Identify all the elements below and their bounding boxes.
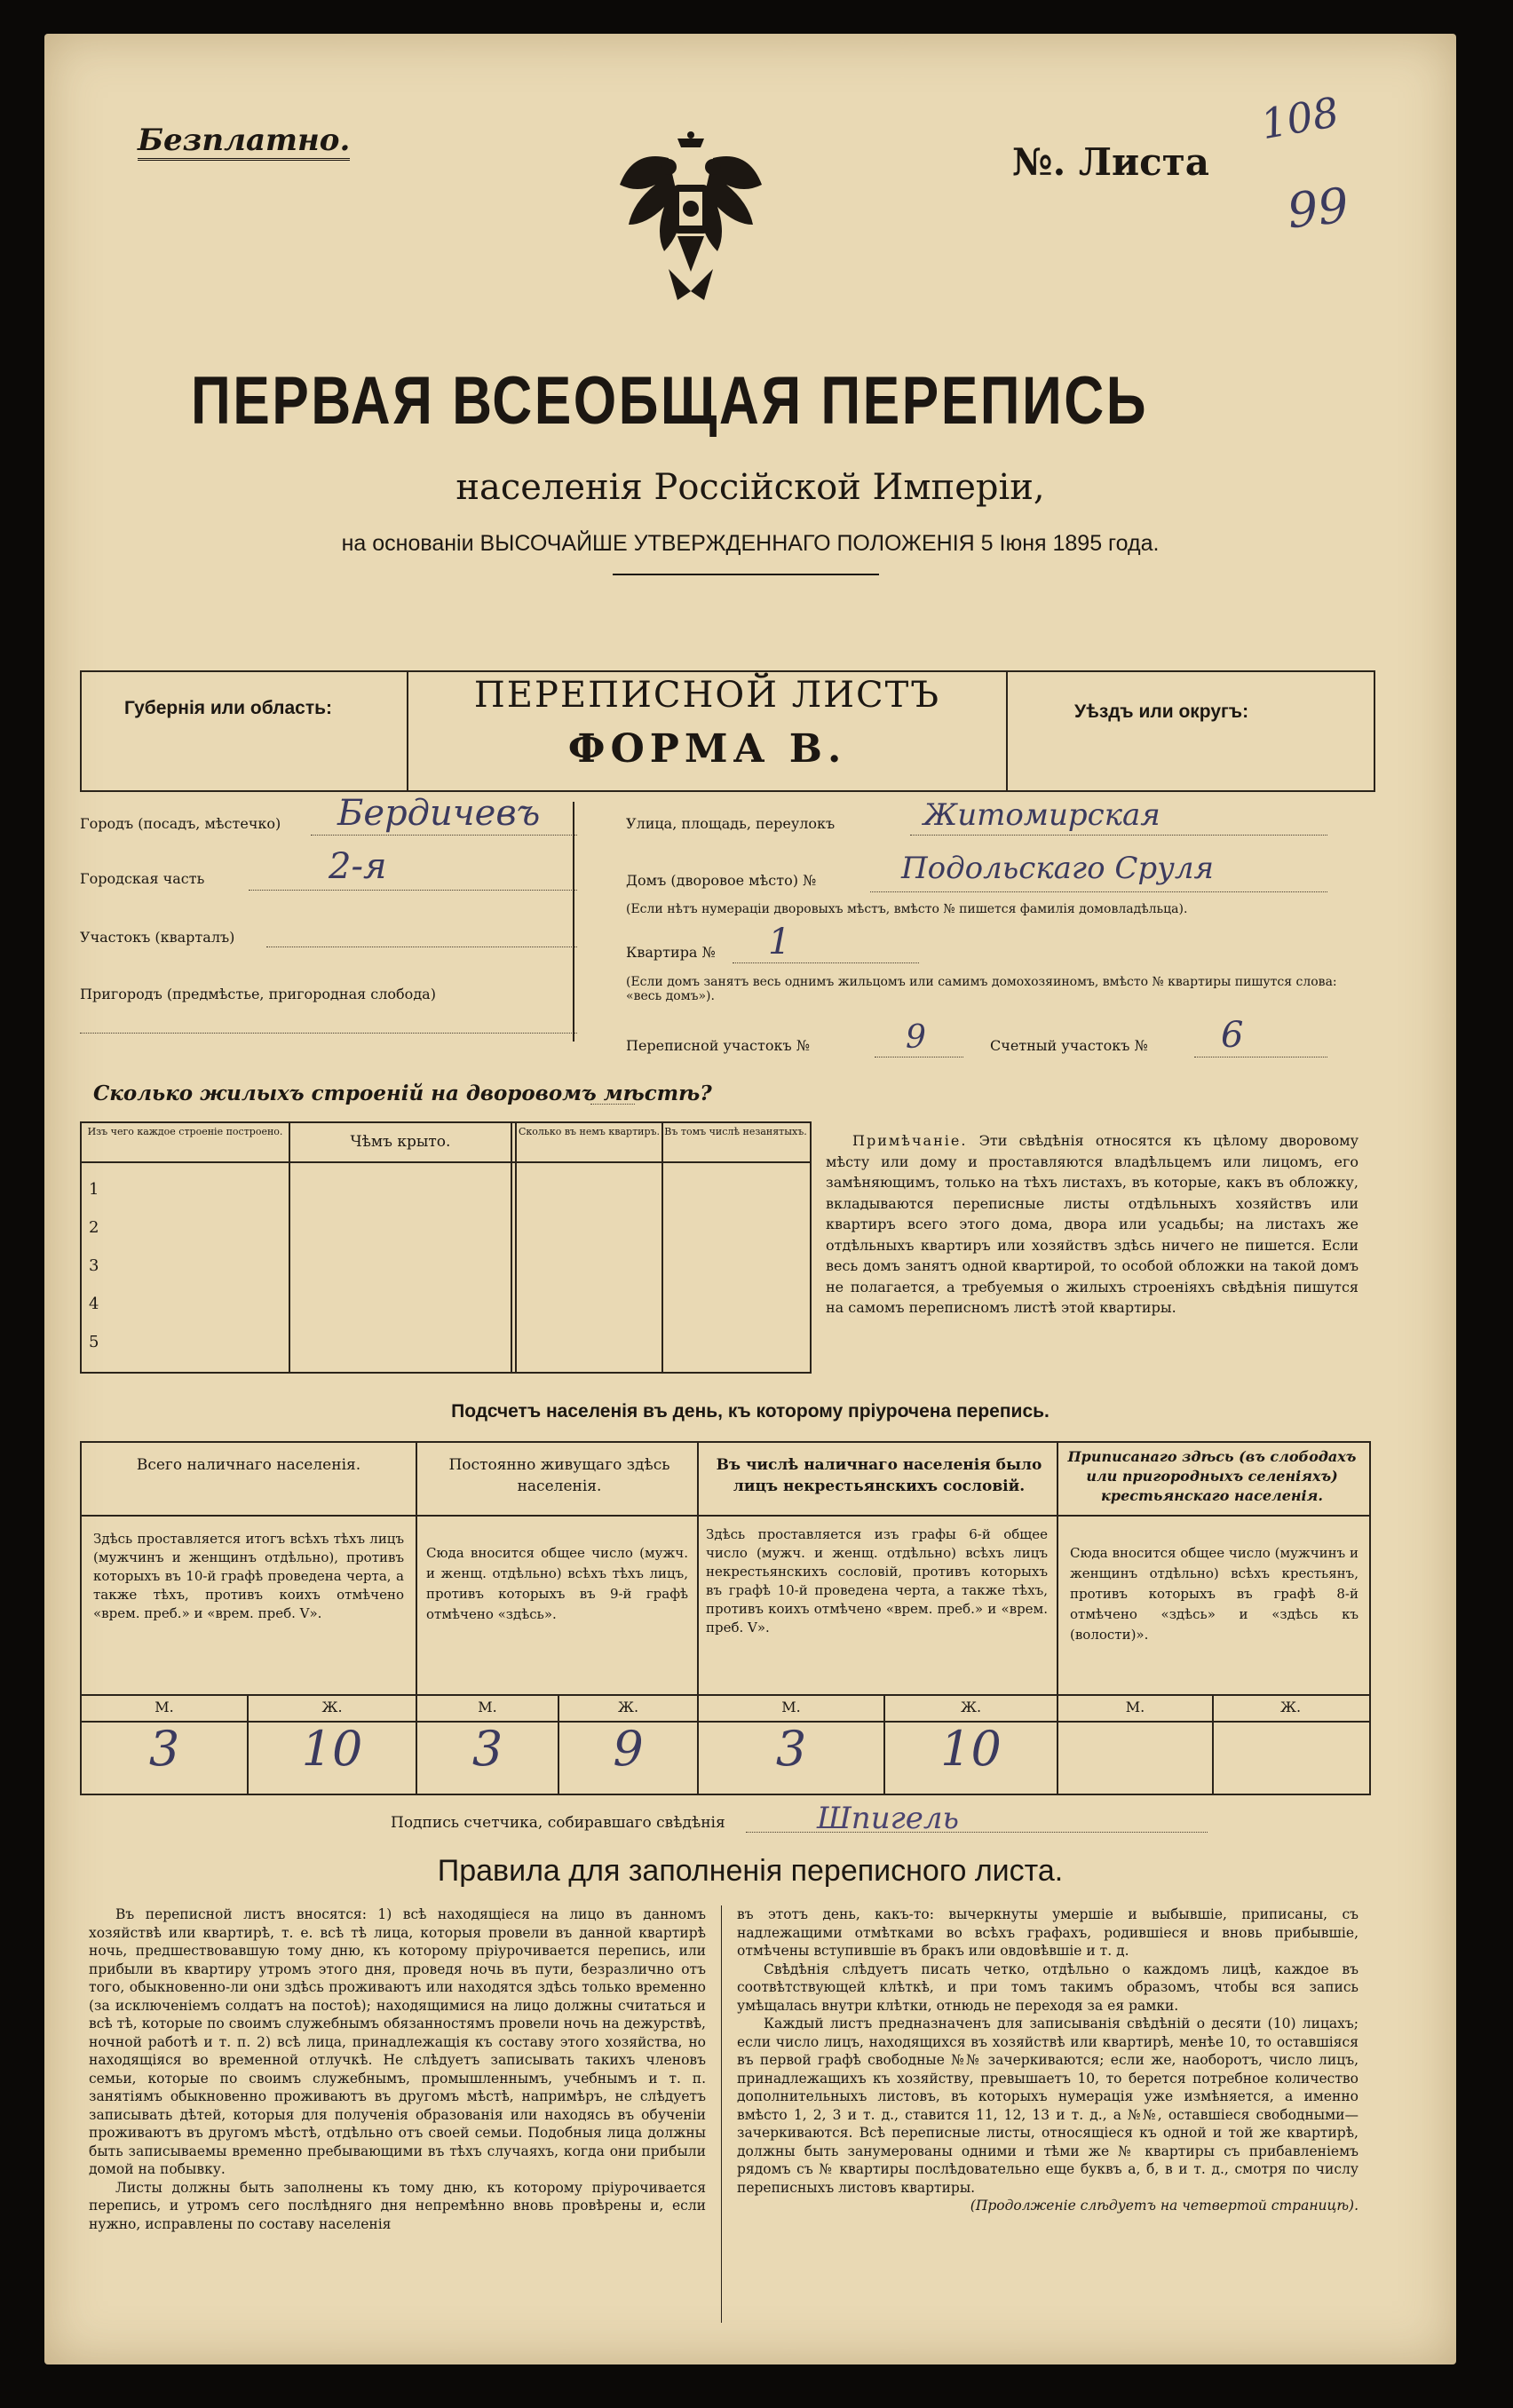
rules-paragraph: въ этотъ день, какъ-то: вычеркнуты умершіе и выбывшіе, приписаны, съ надлежащими отмѣтками во всѣхъ графахъ, родившіеся и вновь прибывшіе, отмѣчены вступившіе въ бракъ или овдовѣвшіе и т. д. — [737, 1906, 1359, 1959]
house-note: (Если нѣтъ нумераціи дворовыхъ мѣстъ, вмѣсто № пишется фамилія домовладѣльца). — [626, 902, 1188, 916]
buildings-row-numbers — [89, 1170, 99, 1361]
city-part-value: 2-я — [329, 846, 387, 887]
count-col-4-head: Приписанаго здѣсь (въ слободахъ или пригородныхъ селеніяхъ) крестьянскаго населенія. — [1067, 1448, 1357, 1504]
count-col-1-m-value: 3 — [148, 1721, 180, 1777]
house-value: Подольскаго Сруля — [901, 851, 1215, 886]
count-col-2-head: Постоянно живущаго здѣсь населенія. — [448, 1456, 670, 1495]
sheet-number-value: 99 — [1284, 177, 1351, 240]
form-type: ФОРМА В. — [567, 726, 847, 772]
buildings-row: 4 — [89, 1295, 99, 1313]
rules-paragraph: Свѣдѣнія слѣдуетъ писать четко, отдѣльно о каждомъ лицѣ, каждое въ соотвѣтствующей клѣткѣ, и при томъ такимъ образомъ, чтобы вся запись умѣщалась внутри клѣтки, отнюдь не переходя за ея рамки. — [737, 1960, 1359, 2014]
sheet-number-old-value: 108 — [1256, 87, 1343, 149]
buildings-row: 3 — [89, 1256, 99, 1275]
buildings-row: 5 — [89, 1333, 99, 1351]
count-col-1-f-value: 10 — [301, 1721, 363, 1777]
count-col-3-f-value: 10 — [940, 1721, 1002, 1777]
count-area-value: 6 — [1221, 1015, 1244, 1056]
count-col-1-desc: Здѣсь проставляется итогъ всѣхъ тѣхъ лицъ (мужчинъ и женщинъ отдѣльно), противъ которыхъ въ 10-й графѣ проведена черта, а также тѣхъ, противъ коихъ отмѣчено «врем. преб.» и «врем. преб. V». — [93, 1531, 404, 1621]
rules-paragraph: Листы должны быть заполнены къ тому дню, къ которому пріурочивается перепись, и утромъ сего послѣдняго дня непремѣнно вновь провѣрены и, если нужно, исправлены по составу населенія — [89, 2179, 706, 2232]
buildings-row: 1 — [89, 1180, 99, 1199]
count-col-1-f-label: Ж. — [321, 1699, 343, 1715]
buildings-table — [80, 1121, 812, 1374]
count-col-1-head: Всего наличнаго населенія. — [136, 1456, 361, 1474]
rules-continued: (Продолженіе слѣдуетъ на четвертой страницѣ). — [970, 2198, 1359, 2214]
note-block — [826, 1130, 1359, 1319]
signature-value: Шпигель — [817, 1801, 960, 1836]
apartment-value: 1 — [768, 922, 791, 962]
count-col-3-m-value: 3 — [775, 1721, 807, 1777]
count-title: Подсчетъ населенія въ день, къ которому пріурочена перепись. — [451, 1401, 1050, 1422]
census-form-sheet — [44, 34, 1456, 2364]
rules-paragraph: Въ переписной листъ вносятся: 1) всѣ находящіеся на лицо въ данномъ хозяйствѣ или квартирѣ, т. е. всѣ тѣ лица, которыя провели въ данной квартирѣ ночь, предшествовавшую тому дню, къ которому пріурочивается перепись, или прибыли въ квартиру утромъ этого дня, проведя ночь въ пути, безразлично отъ того, обыкновенно-ли они здѣсь проживаютъ или находятся здѣсь только временно (за исключеніемъ солдатъ на постоѣ); находящимися на лицо должны считаться и всѣ тѣ, которые по своимъ служебнымъ обязанностямъ провели ночь на дежурствѣ, ночной работѣ и т. п. 2) всѣ лица, принадлежащія къ составу этого хозяйства, но находящіяся во временной отлучкѣ. Не слѣдуетъ записывать такихъ членовъ семьи, которые по своимъ служебнымъ, промышленнымъ, учебнымъ и т. п. занятіямъ обыкновенно проживаютъ въ другомъ мѣстѣ, напримѣръ, не слѣдуетъ записывать дѣтей, которыя для полученія образованія или находясь въ обученіи проживаютъ въ другомъ мѣстѣ, отдѣльно отъ своей семьи. Подобныя лица должны быть записываемы временно пребывающими въ тѣхъ случаяхъ, когда они прибыли домой на побывку. — [89, 1906, 706, 2177]
note-text: Эти свѣдѣнія относятся къ цѣлому дворовому мѣсту или дому и проставляются владѣльцемъ или лицомъ, его замѣняющимъ, только на тѣхъ листахъ, въ которые, какъ въ обложку, вкладываются переписные листы отдѣльныхъ хозяйствъ или квартиръ всего этого дома, двора или усадьбы; на листахъ же отдѣльныхъ квартиръ или хозяйствъ здѣсь ничего не пишется. Если весь домъ занятъ одной квартирой, то особой обложки на такой домъ не полагается, а требуемыя о жилыхъ строеніяхъ свѣдѣнія пишутся на самомъ переписномъ листѣ этой квартиры. — [826, 1132, 1359, 1316]
apartment-label: Квартира № — [626, 944, 716, 961]
city-part-label: Городская часть — [80, 870, 205, 887]
count-col-4-m-label: М. — [1125, 1699, 1145, 1715]
district-label: Участокъ (кварталъ) — [80, 929, 235, 946]
count-col-4-f-label: Ж. — [1279, 1699, 1302, 1715]
count-col-3-f-label: Ж. — [960, 1699, 982, 1715]
rules-paragraph: Каждый листъ предназначенъ для записыванія свѣдѣній о десяти (10) лицахъ; если число лицъ, находящихся въ хозяйствѣ или квартирѣ, менѣе 10, то оставшіяся въ первой графѣ свободные №№ зачеркиваются; если же, наоборотъ, число лицъ, принадлежащихъ къ хозяйству, превышаетъ 10, то берется потребное количество дополнительныхъ листовъ, въ которыхъ нумерація уже измѣняется, а именно вмѣсто 1, 2, 3 и т. д., ставится 11, 12, 13 и т. д., а №№, оставшіеся свободными—зачеркиваются. Всѣ переписные листы, относящіеся къ одной и той же квартирѣ, должны быть занумерованы одними и тѣми же № квартиры съ прибавленіемъ рядомъ съ № квартиры послѣдовательно еще буквъ а, б, в и т. д., смотря по числу переписныхъ листовъ квартиры. — [737, 2016, 1359, 2196]
census-area-value: 9 — [906, 1019, 926, 1056]
province-label: Губернія или область: — [124, 698, 333, 718]
sheet-number-label: №. Листа — [1012, 140, 1209, 184]
apartment-note: (Если домъ занятъ весь однимъ жильцомъ или самимъ домохозяиномъ, вмѣсто № квартиры пишутся слова: «весь домъ»). — [626, 975, 1337, 1003]
count-col-3-m-label: М. — [781, 1699, 801, 1715]
rules-right-column — [737, 1905, 1359, 2215]
count-col-2-m-label: М. — [478, 1699, 497, 1715]
signature-label: Подпись счетчика, собиравшаго свѣдѣнія — [391, 1814, 725, 1832]
subtitle: населенія Россійской Имперіи, — [455, 467, 1045, 508]
buildings-col-roof: Чѣмъ крыто. — [350, 1133, 451, 1151]
count-col-2-f-value: 9 — [613, 1721, 644, 1777]
census-area-label: Переписной участокъ № — [626, 1037, 810, 1054]
county-label: Уѣздъ или округъ: — [1074, 701, 1249, 722]
rules-left-column — [89, 1905, 706, 2233]
house-label: Домъ (дворовое мѣсто) № — [626, 872, 817, 889]
suburb-label: Пригородъ (предмѣстье, пригородная слобода) — [80, 986, 436, 1002]
coat-of-arms-icon — [615, 131, 766, 309]
count-col-2-f-label: Ж. — [617, 1699, 639, 1715]
note-title: Примѣчаніе. — [852, 1132, 968, 1149]
rules-title: Правила для заполненія переписного листа. — [437, 1854, 1064, 1888]
count-col-3-desc: Здѣсь проставляется изъ графы 6-й общее число (мужч. и женщ. отдѣльно) всѣхъ лицъ некрестьянскихъ сословій, противъ которыхъ въ графѣ 10-й проведена черта, а также тѣхъ, противъ коихъ отмѣчено «врем. преб.» и «врем. преб. V». — [706, 1526, 1048, 1636]
count-col-1-m-label: М. — [154, 1699, 174, 1715]
buildings-row: 2 — [89, 1218, 99, 1237]
buildings-question: Сколько жилыхъ строеній на дворовомъ мѣстѣ? — [93, 1081, 712, 1105]
title-divider — [613, 574, 879, 575]
city-value: Бердичевъ — [337, 793, 541, 834]
count-col-4-desc: Сюда вносится общее число (мужчинъ и женщинъ отдѣльно) всѣхъ крестьянъ, противъ которыхъ въ графѣ 8-й отмѣчено «здѣсь» и «здѣсь къ (волости)». — [1070, 1545, 1359, 1643]
main-title: ПЕРВАЯ ВСЕОБЩАЯ ПЕРЕПИСЬ — [191, 363, 1148, 439]
buildings-col-apartments: Сколько въ немъ квартиръ. — [518, 1126, 661, 1137]
street-label: Улица, площадь, переулокъ — [626, 815, 836, 832]
count-col-2-m-value: 3 — [471, 1721, 503, 1777]
form-title: ПЕРЕПИСНОЙ ЛИСТЪ — [473, 675, 941, 716]
count-col-3-head: Въ числѣ наличнаго населенія было лицъ некрестьянскихъ сословій. — [716, 1456, 1042, 1495]
count-col-2-desc: Сюда вносится общее число (мужч. и женщ. отдѣльно) всѣхъ тѣхъ лицъ, противъ которыхъ въ 9-й графѣ отмѣчено «здѣсь». — [426, 1545, 688, 1622]
city-label: Городъ (посадъ, мѣстечко) — [80, 815, 281, 832]
street-value: Житомирская — [923, 797, 1160, 833]
buildings-col-material: Изъ чего каждое строеніе построено. — [87, 1126, 283, 1137]
free-label: Безплатно. — [138, 123, 350, 161]
buildings-col-vacant: Въ томъ числѣ незанятыхъ. — [664, 1126, 807, 1137]
count-area-label: Счетный участокъ № — [990, 1037, 1148, 1054]
basis-line: на основаніи ВЫСОЧАЙШЕ УТВЕРЖДЕННАГО ПОЛОЖЕНІЯ 5 Іюня 1895 года. — [341, 531, 1160, 556]
